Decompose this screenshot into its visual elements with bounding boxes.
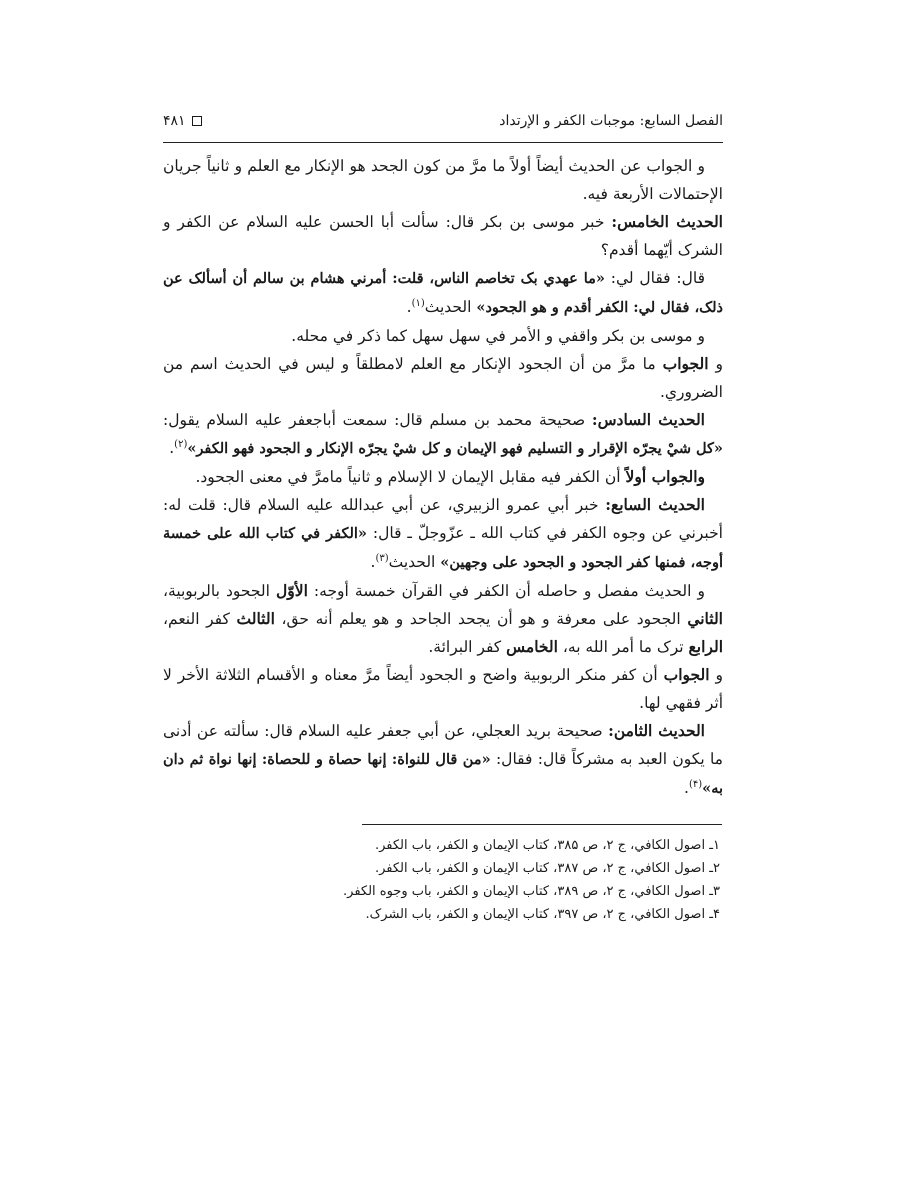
paragraph-text: کفر النعم،: [163, 610, 237, 628]
period: .: [370, 553, 376, 571]
period: .: [406, 298, 412, 316]
footnote-4: ۴ـ اصول الکافي، ج ۲، ص ۳۹۷، کتاب الإیمان و الکفر، باب الشرک.: [365, 907, 720, 922]
page-number: [163, 113, 202, 129]
paragraph-text: أن کفر منکر الربوبیة واضح و الجحود أیضاً مرَّ معناه و الأقسام الثلاثة الأخر لا أثر فقهي لها.: [163, 666, 723, 712]
bold-term: الثالث: [236, 609, 275, 628]
paragraph-lead: قال: فقال لي:: [604, 269, 705, 287]
answer-label: الجواب: [663, 665, 710, 684]
page-header: [163, 113, 723, 137]
answer-label: والجواب أولاً: [625, 467, 705, 486]
bold-term: الرابع: [688, 637, 723, 656]
hadith-quote: «ما عهدي بک تخاصم الناس، قلت: أمرني هشام بن سالم أن أسألک عن ذلک، فقال لي: الکفر أقدم و هو الجحود»: [163, 270, 723, 316]
running-head: الفصل السابع: موجبات الکفر و الإرتداد: [499, 113, 723, 129]
footnote-ref[interactable]: (۴): [688, 778, 703, 790]
paragraph-10: [163, 661, 723, 717]
paragraph-text: کفر البرائة.: [428, 638, 507, 656]
square-bullet-icon: [192, 116, 202, 126]
paragraph-9: [163, 577, 723, 661]
hadith-label: الحدیث السادس:: [591, 410, 705, 429]
paragraph-lead: و: [709, 666, 723, 684]
paragraph-text: خبر موسی بن بکر قال: سألت أبا الحسن عليه السلام عن الکفر و الشرک أیّهما أقدم؟: [163, 213, 723, 259]
hadith-quote: «الکفر في کتاب الله علی خمسة أوجه، فمنها کفر الجحود و الجحود علی وجهین»: [163, 525, 723, 571]
period: .: [169, 439, 175, 457]
hadith-label: الحدیث الثامن:: [608, 721, 705, 740]
footnote-3: ۳ـ اصول الکافي، ج ۲، ص ۳۸۹، کتاب الإیمان و الکفر، باب وجوه الکفر.: [343, 884, 720, 899]
footnote-ref[interactable]: (۳): [375, 552, 389, 564]
paragraph-tail: الحدیث: [424, 298, 477, 316]
period: .: [684, 779, 689, 797]
hadith-quote: «من قال للنواة: إنها حصاة و للحصاة: إنها نواة ثم دان به»: [163, 751, 723, 797]
paragraph-4: و موسی بن بکر واقفي و الأمر في سهل سهل کما ذکر في محله.: [291, 327, 705, 345]
paragraph-5: [163, 350, 723, 406]
paragraph-text: و الحدیث مفصل و حاصله أن الکفر في القرآن خمسة أوجه:: [307, 582, 705, 600]
paragraph-7: [163, 463, 723, 491]
paragraph-lead: و: [708, 355, 724, 373]
paragraph-text: الجحود علی معرفة و هو أن یجحد الجاحد و هو یعلم أنه حق،: [274, 610, 688, 628]
paragraph-text: أن الکفر فیه مقابل الإیمان لا الإسلام و ثانیاً مامرَّ في معنی الجحود.: [195, 468, 626, 486]
paragraph-hadith-6: [163, 406, 723, 463]
main-text: [163, 152, 723, 803]
footnote-2: ۲ـ اصول الکافي، ج ۲، ص ۳۸۷، کتاب الإیمان و الکفر، باب الکفر.: [374, 861, 720, 876]
footnote-rule: [362, 824, 722, 825]
paragraph-text: الجحود بالربوبیة،: [163, 582, 276, 600]
paragraph-text: ترک ما أمر الله به،: [557, 638, 689, 656]
header-rule: [163, 142, 723, 143]
hadith-label: الحدیث السابع:: [605, 495, 705, 514]
paragraph-hadith-8: [163, 717, 723, 803]
paragraph-3: [163, 264, 723, 322]
paragraph-text: خبر أبي عمرو الزبیري، عن أبي عبدالله عليه السلام قال: قلت له: أخبرني عن وجوه الکفر في کتاب الله ـ عزّوجلّ ـ قال:: [163, 496, 723, 542]
footnote-ref[interactable]: (۱): [411, 297, 425, 309]
bold-term: الأوّل: [275, 581, 308, 600]
hadith-quote: «کل شيْ یجرّه الإقرار و التسلیم فهو الإیمان و کل شيْ یجرّه الإنکار و الجحود فهو الکفر»: [187, 440, 723, 457]
paragraph-hadith-7: [163, 491, 723, 577]
bold-term: الثاني: [687, 609, 723, 628]
footnote-ref[interactable]: (۲): [174, 438, 188, 450]
footnote-1: ۱ـ اصول الکافي، ج ۲، ص ۳۸۵، کتاب الإیمان و الکفر، باب الکفر.: [374, 838, 720, 853]
hadith-label: الحدیث الخامس:: [611, 212, 723, 231]
paragraph-text: صحیحة برید العجلي، عن أبي جعفر عليه السلام قال: سألته عن أدنی ما یکون العبد به مشرکاً قال: فقال:: [163, 722, 723, 768]
paragraph-1: و الجواب عن الحدیث أیضاً أولاً ما مرَّ من کون الجحد هو الإنکار مع العلم و ثانیاً جریان الإحتمالات الأربعة فیه.: [163, 157, 723, 203]
answer-label: الجواب: [662, 354, 709, 373]
paragraph-hadith-5: [163, 208, 723, 264]
paragraph-text: ما مرَّ من أن الجحود الإنکار مع العلم لامطلقاً و لیس في الحدیث اسم من الضروري.: [163, 355, 723, 401]
bold-term: الخامس: [506, 637, 558, 656]
page-number-value: ۴۸۱: [163, 113, 186, 129]
paragraph-tail: الحدیث: [388, 553, 441, 571]
paragraph-text: صحیحة محمد بن مسلم قال: سمعت أباجعفر عليه السلام یقول:: [163, 411, 592, 429]
footnotes: [300, 834, 720, 926]
